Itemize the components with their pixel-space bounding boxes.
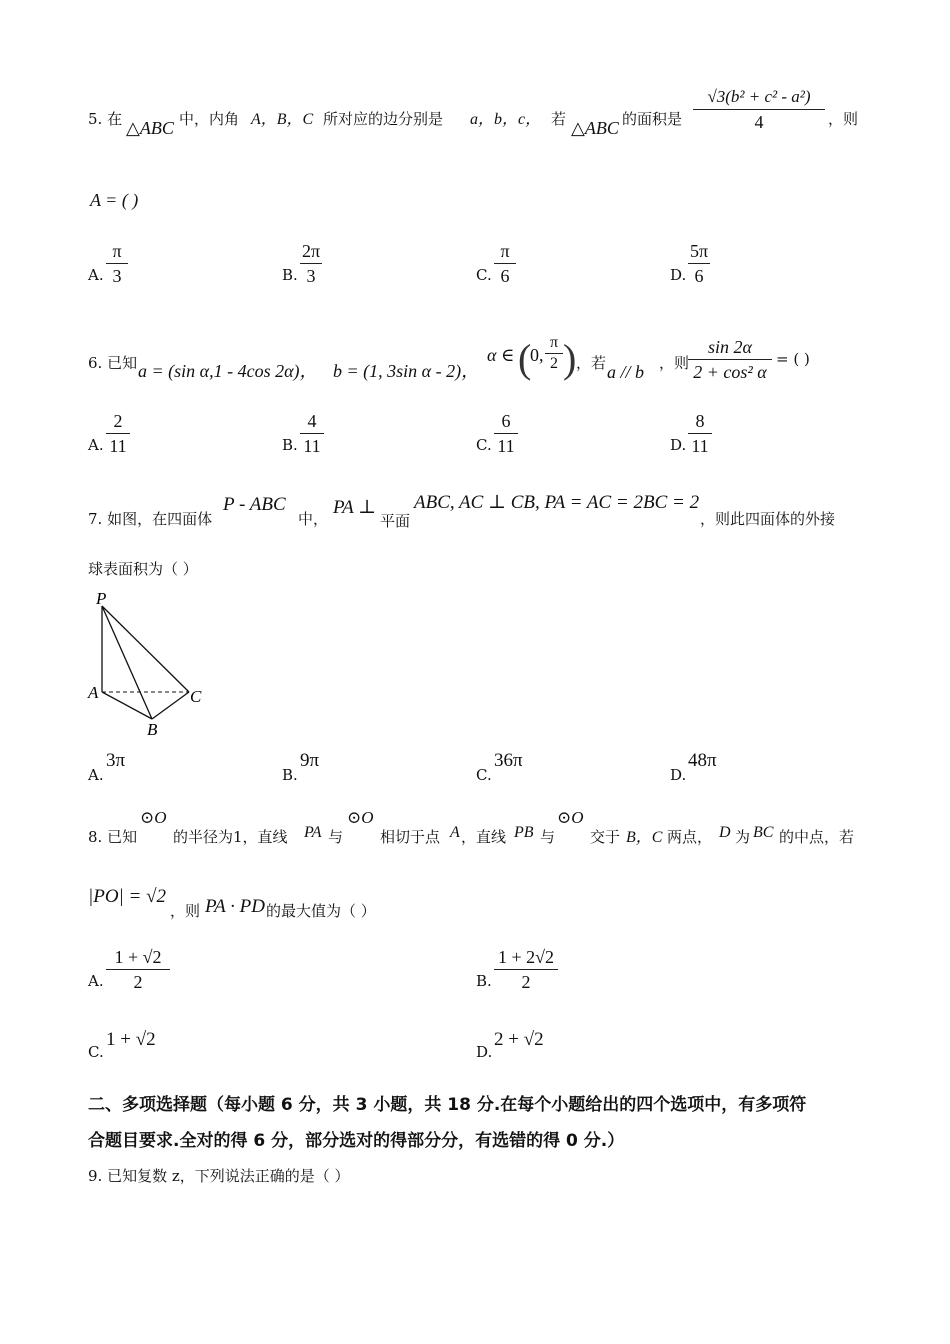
q8-bc-2: BC bbox=[753, 824, 774, 841]
q8-text-7: 两点， bbox=[667, 828, 713, 846]
q7-text-1: 中， bbox=[298, 510, 329, 528]
q7-number: 7. 如图，在四面体 bbox=[88, 510, 213, 528]
q6-option-numerator: 8 bbox=[695, 411, 705, 431]
q6-fraction bbox=[688, 336, 772, 383]
q5-option-fraction bbox=[688, 240, 710, 287]
q6-interval-num: π bbox=[549, 334, 559, 351]
q6-text-2: ，则 bbox=[659, 354, 690, 372]
q7-option-label: B. bbox=[282, 766, 298, 784]
q8-option-label: D. bbox=[476, 1043, 493, 1061]
q5-option-fraction bbox=[494, 240, 516, 287]
q8-text-3: 相切于点 bbox=[380, 828, 441, 846]
q9-text: 9. 已知复数 z，下列说法正确的是（ ） bbox=[88, 1167, 350, 1185]
q7-option-label: A. bbox=[88, 766, 104, 784]
q5-triangle-1: △ABC bbox=[126, 118, 174, 138]
label-b: B bbox=[147, 720, 158, 739]
q6-option-denominator: 11 bbox=[497, 436, 515, 456]
q7-option-value: 36π bbox=[494, 750, 523, 771]
q8-circle-3: ⊙O bbox=[557, 808, 584, 827]
q5-option-numerator: 2π bbox=[301, 241, 321, 261]
q6-option-fraction bbox=[300, 410, 324, 457]
q7-text-2: ，则此四面体的外接 bbox=[700, 510, 836, 528]
q8-text-10: ，则 bbox=[170, 902, 201, 920]
q5-option-numerator: 5π bbox=[689, 241, 709, 261]
q5-option-denominator: 6 bbox=[500, 266, 510, 286]
q6-interval-left: 0, bbox=[530, 345, 544, 365]
q7-option-value: 9π bbox=[300, 750, 320, 771]
q6-parallel: a // b bbox=[607, 362, 645, 382]
edge-bc bbox=[152, 692, 189, 719]
q5-option-numerator: π bbox=[500, 241, 510, 261]
q5-text-3: 若 bbox=[551, 110, 567, 128]
q5-option-label: A. bbox=[88, 266, 104, 284]
label-a: A bbox=[88, 683, 99, 702]
q5-option-denominator: 6 bbox=[694, 266, 704, 286]
edge-ab bbox=[102, 692, 152, 719]
q5-option-label: C. bbox=[476, 266, 492, 284]
section2-heading-line-2: 合题目要求.全对的得 6 分，部分选对的得部分分，有选错的得 0 分.） bbox=[88, 1131, 625, 1151]
q8-text-9: 的中点，若 bbox=[779, 828, 855, 846]
q6-interval-right bbox=[545, 334, 563, 373]
q6-option-label: C. bbox=[476, 436, 492, 454]
q6-text-1: ，若 bbox=[576, 354, 607, 372]
q5-option-label: B. bbox=[282, 266, 298, 284]
q5-vars-2: a，b，c， bbox=[470, 111, 542, 128]
q5-vars-1: A，B，C bbox=[251, 111, 314, 128]
q5-area-numerator: √3(b² + c² - a²) bbox=[707, 87, 811, 106]
q8-number: 8. 已知 bbox=[88, 828, 138, 846]
q5-option-fraction bbox=[106, 240, 128, 287]
q6-interval-open-paren: ( bbox=[518, 336, 532, 381]
q8-dot-product: PA · PD bbox=[205, 896, 265, 917]
q8-text-2: 与 bbox=[328, 828, 344, 846]
q7-option-value: 48π bbox=[688, 750, 717, 771]
q8-pa: PA bbox=[304, 824, 322, 841]
q6-option-fraction bbox=[494, 410, 518, 457]
q5-option-numerator: π bbox=[112, 241, 122, 261]
q8-bc: B，C bbox=[626, 829, 663, 846]
q7-option-label: D. bbox=[670, 766, 687, 784]
q7-line-2: 球表面积为（ ） bbox=[88, 560, 198, 578]
q6-option-label: B. bbox=[282, 436, 298, 454]
q8-option-numerator: 1 + 2√2 bbox=[497, 947, 555, 967]
q8-option-denominator: 2 bbox=[521, 972, 531, 992]
q7-tetrahedron: P - ABC bbox=[223, 494, 286, 515]
q8-text-4: ，直线 bbox=[461, 828, 507, 846]
section2-heading-line-1: 二、多项选择题（每小题 6 分，共 3 小题，共 18 分.在每个小题给出的四个选项中，有多项符 bbox=[88, 1095, 807, 1115]
q5-area-denominator: 4 bbox=[754, 112, 764, 132]
q5-text-5: ，则 bbox=[828, 110, 859, 128]
q5-area-fraction bbox=[693, 86, 825, 133]
q5-line-2: A = ( ) bbox=[90, 190, 139, 210]
q8-condition: |PO| = √2 bbox=[88, 886, 167, 907]
q6-option-fraction bbox=[106, 410, 130, 457]
q7-tetrahedron-figure bbox=[80, 586, 220, 740]
q8-option-fraction bbox=[106, 946, 170, 993]
q6-option-denominator: 11 bbox=[109, 436, 127, 456]
q6-option-label: A. bbox=[88, 436, 104, 454]
q6-interval-den: 2 bbox=[550, 355, 558, 372]
q8-text-6: 交于 bbox=[590, 828, 621, 846]
q6-alpha-prefix: α ∈ bbox=[487, 345, 515, 365]
q8-circle-2: ⊙O bbox=[347, 808, 374, 827]
q6-number: 6. 已知 bbox=[88, 354, 138, 372]
q5-option-denominator: 3 bbox=[306, 266, 316, 286]
q6-option-numerator: 4 bbox=[307, 411, 317, 431]
q6-fraction-numerator: sin 2α bbox=[708, 337, 752, 357]
q8-pb: PB bbox=[514, 824, 534, 841]
edge-pc bbox=[102, 606, 189, 692]
q6-vector-a: a = (sin α,1 - 4cos 2α)， bbox=[138, 361, 318, 381]
q6-option-label: D. bbox=[670, 436, 687, 454]
q5-option-label: D. bbox=[670, 266, 687, 284]
edge-pb bbox=[102, 606, 152, 719]
q6-interval-close-paren: ) bbox=[563, 336, 577, 381]
q5-text-1: 中，内角 bbox=[179, 110, 240, 128]
q8-text-5: 与 bbox=[540, 828, 556, 846]
q7-plane-word: 平面 bbox=[380, 512, 411, 530]
q6-option-denominator: 11 bbox=[303, 436, 321, 456]
q5-text-2: 所对应的边分别是 bbox=[323, 110, 444, 128]
q6-vector-b: b = (1, 3sin α - 2)， bbox=[333, 361, 480, 381]
q7-condition: ABC, AC ⊥ CB, PA = AC = 2BC = 2 bbox=[414, 492, 700, 513]
q6-option-fraction bbox=[688, 410, 712, 457]
q8-option-label: C. bbox=[88, 1043, 104, 1061]
q6-fraction-denominator: 2 + cos² α bbox=[693, 362, 767, 382]
q8-point-a: A bbox=[450, 824, 460, 841]
q8-option-denominator: 2 bbox=[133, 972, 143, 992]
q8-circle-1: ⊙O bbox=[140, 808, 167, 827]
q5-text-4: 的面积是 bbox=[622, 110, 683, 128]
q7-option-value: 3π bbox=[106, 750, 126, 771]
q6-option-numerator: 6 bbox=[501, 411, 511, 431]
q8-text-8: 为 bbox=[735, 828, 751, 846]
q8-text-11: 的最大值为（ ） bbox=[266, 902, 376, 920]
q5-option-denominator: 3 bbox=[112, 266, 122, 286]
q8-option-value: 1 + √2 bbox=[106, 1029, 156, 1050]
q8-option-value: 2 + √2 bbox=[494, 1029, 544, 1050]
label-c: C bbox=[190, 687, 202, 706]
q8-option-label: B. bbox=[476, 972, 492, 990]
q7-option-label: C. bbox=[476, 766, 492, 784]
q8-d: D bbox=[719, 824, 731, 841]
q8-option-numerator: 1 + √2 bbox=[114, 947, 162, 967]
q6-tail: = ( ) bbox=[776, 350, 810, 368]
label-p: P bbox=[96, 589, 107, 608]
q8-option-label: A. bbox=[88, 972, 104, 990]
q6-option-numerator: 2 bbox=[113, 411, 123, 431]
q5-number: 5. 在 bbox=[88, 110, 123, 128]
q5-option-fraction bbox=[300, 240, 322, 287]
q7-pa-perp: PA ⊥ bbox=[333, 497, 377, 518]
q8-option-fraction bbox=[494, 946, 558, 993]
q5-triangle-2: △ABC bbox=[571, 118, 619, 138]
q8-text-1: 的半径为1，直线 bbox=[173, 828, 288, 846]
q6-option-denominator: 11 bbox=[691, 436, 709, 456]
